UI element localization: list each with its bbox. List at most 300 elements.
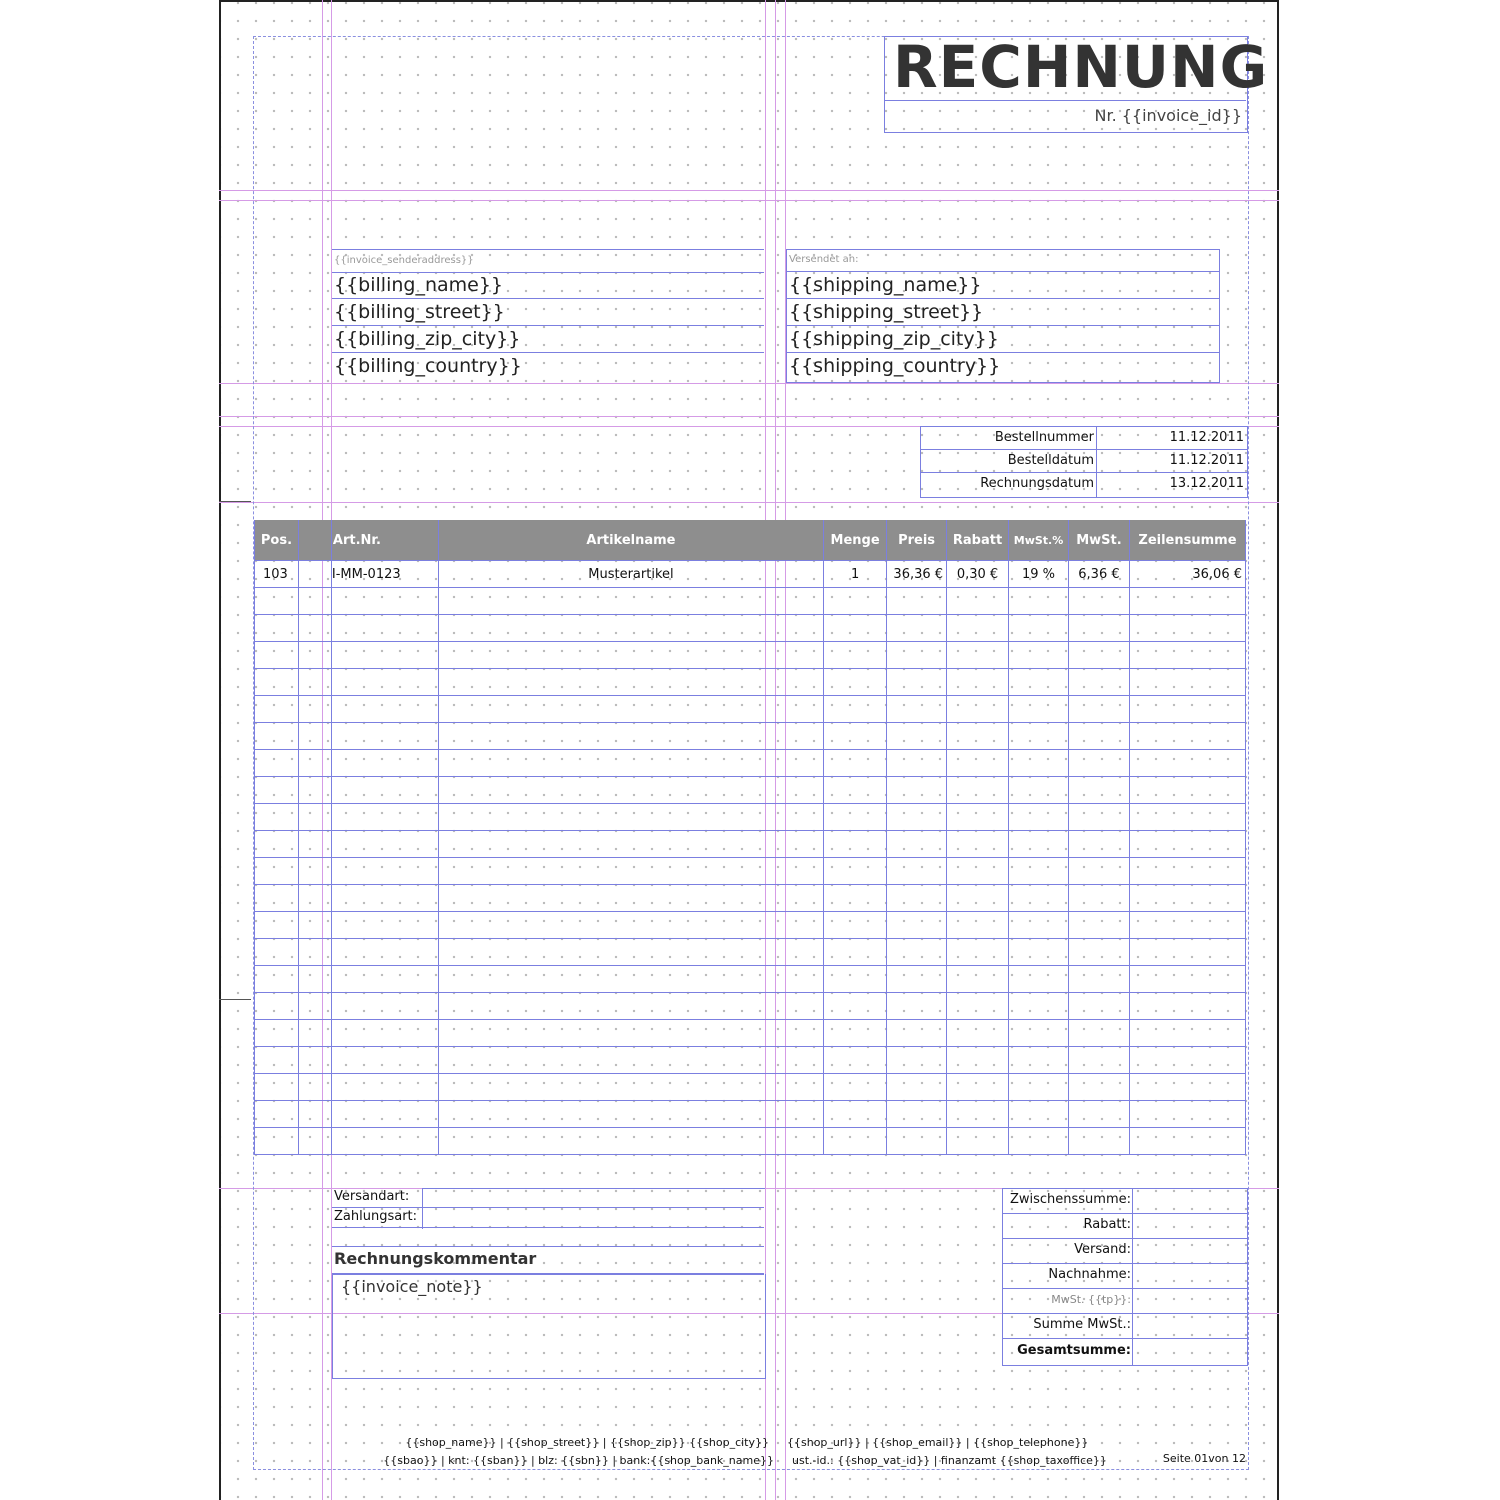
empty-cell <box>1129 588 1245 615</box>
empty-cell <box>947 939 1009 966</box>
empty-cell <box>255 777 299 804</box>
empty-cell <box>255 831 299 858</box>
empty-cell <box>1129 831 1245 858</box>
shipping-street: {{shipping_street}} <box>789 301 984 323</box>
empty-cell <box>1129 669 1245 696</box>
comment-title: Rechnungskommentar <box>334 1249 537 1268</box>
empty-cell <box>887 1074 947 1101</box>
empty-cell <box>1009 1074 1069 1101</box>
empty-cell <box>947 777 1009 804</box>
empty-cell <box>824 858 887 885</box>
invoice-title: RECHNUNG <box>893 33 1269 101</box>
col-header-pos: Pos. <box>255 520 299 561</box>
empty-cell <box>1068 966 1129 993</box>
empty-cell <box>438 777 823 804</box>
empty-cell <box>1129 885 1245 912</box>
comment-header <box>332 1246 764 1275</box>
empty-cell <box>824 912 887 939</box>
footer-line2-right: ust.-id.: {{shop_vat_id}} | finanzamt {{shop_taxoffice}} <box>792 1454 1107 1467</box>
empty-cell <box>947 723 1009 750</box>
empty-cell <box>1009 696 1069 723</box>
empty-cell <box>298 858 331 885</box>
empty-cell <box>947 858 1009 885</box>
empty-cell <box>331 939 438 966</box>
meta-row <box>921 473 1247 495</box>
versandart-label: Versandart: <box>334 1189 410 1204</box>
empty-cell <box>1129 1047 1245 1074</box>
empty-cell <box>331 642 438 669</box>
empty-cell <box>947 993 1009 1020</box>
billing-name: {{billing_name}} <box>334 274 504 296</box>
empty-cell <box>824 1020 887 1047</box>
table-row-empty <box>255 993 1246 1020</box>
empty-cell <box>331 993 438 1020</box>
empty-cell <box>331 750 438 777</box>
empty-cell <box>1129 1074 1245 1101</box>
empty-cell <box>438 696 823 723</box>
col-header-name: Artikelname <box>438 520 823 561</box>
empty-cell <box>255 804 299 831</box>
empty-cell <box>824 939 887 966</box>
empty-cell <box>438 615 823 642</box>
empty-cell <box>1068 858 1129 885</box>
empty-cell <box>255 615 299 642</box>
sender-address: {{invoice_senderaddress}} <box>334 255 474 266</box>
cell-summe: 36,06 € <box>1129 561 1245 588</box>
empty-cell <box>1129 1020 1245 1047</box>
empty-cell <box>331 1074 438 1101</box>
empty-cell <box>255 723 299 750</box>
meta-label: Bestelldatum <box>1007 453 1094 468</box>
col-header-artnr: Art.Nr. <box>331 520 438 561</box>
empty-cell <box>331 696 438 723</box>
empty-cell <box>1068 831 1129 858</box>
cell-artnr: I-MM-0123 <box>331 561 438 588</box>
table-row-empty <box>255 588 1246 615</box>
empty-cell <box>1068 885 1129 912</box>
empty-cell <box>887 966 947 993</box>
empty-cell <box>255 750 299 777</box>
table-row-empty <box>255 885 1246 912</box>
empty-cell <box>438 885 823 912</box>
empty-cell <box>824 1128 887 1155</box>
empty-cell <box>887 723 947 750</box>
table-row-empty <box>255 669 1246 696</box>
empty-cell <box>824 831 887 858</box>
empty-cell <box>947 588 1009 615</box>
empty-cell <box>824 993 887 1020</box>
empty-cell <box>1009 1020 1069 1047</box>
table-row-empty <box>255 615 1246 642</box>
empty-cell <box>887 669 947 696</box>
cell-menge: 1 <box>824 561 887 588</box>
table-row-empty <box>255 1020 1246 1047</box>
empty-cell <box>331 858 438 885</box>
table-row-empty <box>255 858 1246 885</box>
empty-cell <box>1009 804 1069 831</box>
empty-cell <box>824 1101 887 1128</box>
empty-cell <box>887 588 947 615</box>
empty-cell <box>331 615 438 642</box>
empty-cell <box>1129 642 1245 669</box>
empty-cell <box>331 804 438 831</box>
empty-cell <box>255 1101 299 1128</box>
empty-cell <box>1129 723 1245 750</box>
empty-cell <box>1068 669 1129 696</box>
empty-cell <box>887 858 947 885</box>
cell-rabatt: 0,30 € <box>947 561 1009 588</box>
empty-cell <box>255 939 299 966</box>
empty-cell <box>887 912 947 939</box>
empty-cell <box>298 723 331 750</box>
total-label: Summe MwSt.: <box>1033 1317 1131 1332</box>
empty-cell <box>255 885 299 912</box>
table-row-empty <box>255 804 1246 831</box>
empty-cell <box>824 669 887 696</box>
empty-cell <box>947 750 1009 777</box>
empty-cell <box>1129 1101 1245 1128</box>
empty-cell <box>1068 993 1129 1020</box>
meta-value: 11.12.2011 <box>1169 453 1244 468</box>
empty-cell <box>255 993 299 1020</box>
cell-mwst: 6,36 € <box>1068 561 1129 588</box>
empty-cell <box>438 669 823 696</box>
billing-country: {{billing_country}} <box>334 355 522 377</box>
table-row-empty <box>255 723 1246 750</box>
empty-cell <box>298 1020 331 1047</box>
billing-address-block <box>332 249 764 381</box>
empty-cell <box>255 669 299 696</box>
table-header-row <box>255 520 1246 561</box>
empty-cell <box>887 939 947 966</box>
cell-spacer <box>298 561 331 588</box>
empty-cell <box>887 1101 947 1128</box>
empty-cell <box>255 912 299 939</box>
table-row-empty <box>255 939 1246 966</box>
empty-cell <box>298 669 331 696</box>
empty-cell <box>1009 858 1069 885</box>
empty-cell <box>947 885 1009 912</box>
empty-cell <box>1009 885 1069 912</box>
empty-cell <box>1009 993 1069 1020</box>
meta-value: 11.12.2011 <box>1169 430 1244 445</box>
empty-cell <box>255 588 299 615</box>
empty-cell <box>298 993 331 1020</box>
invoice-number: Nr. {{invoice_id}} <box>1094 106 1242 125</box>
empty-cell <box>298 1047 331 1074</box>
empty-cell <box>887 1128 947 1155</box>
empty-cell <box>1009 750 1069 777</box>
empty-cell <box>1068 1047 1129 1074</box>
empty-cell <box>1129 912 1245 939</box>
table-row-empty <box>255 1074 1246 1101</box>
empty-cell <box>255 966 299 993</box>
empty-cell <box>887 831 947 858</box>
empty-cell <box>438 966 823 993</box>
empty-cell <box>1068 642 1129 669</box>
table-row-empty <box>255 696 1246 723</box>
meta-row <box>921 427 1247 450</box>
empty-cell <box>947 1101 1009 1128</box>
empty-cell <box>1068 804 1129 831</box>
empty-cell <box>947 615 1009 642</box>
col-header-mwst-pct: MwSt.% <box>1009 520 1069 561</box>
empty-cell <box>887 885 947 912</box>
empty-cell <box>824 1074 887 1101</box>
empty-cell <box>255 1074 299 1101</box>
empty-cell <box>887 696 947 723</box>
total-label: Rabatt: <box>1083 1217 1131 1232</box>
empty-cell <box>1009 777 1069 804</box>
fold-mark <box>219 999 251 1000</box>
col-header-mwst: MwSt. <box>1068 520 1129 561</box>
empty-cell <box>1129 615 1245 642</box>
meta-label: Rechnungsdatum <box>980 476 1094 491</box>
empty-cell <box>1129 858 1245 885</box>
empty-cell <box>947 831 1009 858</box>
table-row-empty <box>255 750 1246 777</box>
empty-cell <box>438 939 823 966</box>
empty-cell <box>1009 939 1069 966</box>
zahlungsart-label: Zahlungsart: <box>334 1209 418 1224</box>
empty-cell <box>298 696 331 723</box>
empty-cell <box>887 804 947 831</box>
empty-cell <box>255 696 299 723</box>
empty-cell <box>438 750 823 777</box>
total-label: Zwischenssumme: <box>1009 1192 1131 1207</box>
empty-cell <box>331 966 438 993</box>
empty-cell <box>1009 1101 1069 1128</box>
empty-cell <box>331 588 438 615</box>
empty-cell <box>331 777 438 804</box>
empty-cell <box>331 912 438 939</box>
empty-cell <box>438 642 823 669</box>
table-row-empty <box>255 642 1246 669</box>
table-row-empty <box>255 966 1246 993</box>
shipping-zip-city: {{shipping_zip_city}} <box>789 328 999 350</box>
empty-cell <box>1129 750 1245 777</box>
empty-cell <box>1068 588 1129 615</box>
empty-cell <box>438 1101 823 1128</box>
empty-cell <box>438 858 823 885</box>
total-label-grand: Gesamtsumme: <box>1017 1343 1131 1358</box>
empty-cell <box>1129 777 1245 804</box>
table-row <box>255 561 1246 588</box>
empty-cell <box>298 588 331 615</box>
shipping-label: Versendet an: <box>789 254 859 265</box>
empty-cell <box>438 831 823 858</box>
empty-cell <box>255 1020 299 1047</box>
empty-cell <box>824 642 887 669</box>
empty-cell <box>947 966 1009 993</box>
empty-cell <box>947 804 1009 831</box>
empty-cell <box>298 804 331 831</box>
empty-cell <box>298 642 331 669</box>
empty-cell <box>824 723 887 750</box>
empty-cell <box>824 777 887 804</box>
billing-street: {{billing_street}} <box>334 301 505 323</box>
empty-cell <box>1009 723 1069 750</box>
empty-cell <box>947 1020 1009 1047</box>
empty-cell <box>887 993 947 1020</box>
totals-block <box>1002 1188 1248 1366</box>
cell-preis: 36,36 € <box>887 561 947 588</box>
empty-cell <box>887 1047 947 1074</box>
shipping-country: {{shipping_country}} <box>789 355 1001 377</box>
empty-cell <box>1068 696 1129 723</box>
table-row-empty <box>255 1101 1246 1128</box>
table-row-empty <box>255 1128 1246 1155</box>
empty-cell <box>298 1128 331 1155</box>
empty-cell <box>1068 939 1129 966</box>
empty-cell <box>298 912 331 939</box>
empty-cell <box>255 642 299 669</box>
empty-cell <box>298 750 331 777</box>
empty-cell <box>438 723 823 750</box>
col-header-spacer <box>298 520 331 561</box>
empty-cell <box>438 912 823 939</box>
footer-line1-right: {{shop_url}} | {{shop_email}} | {{shop_telephone}} <box>787 1436 1089 1449</box>
empty-cell <box>887 615 947 642</box>
empty-cell <box>438 993 823 1020</box>
empty-cell <box>331 1047 438 1074</box>
empty-cell <box>298 1101 331 1128</box>
empty-cell <box>1068 1074 1129 1101</box>
empty-cell <box>1068 750 1129 777</box>
empty-cell <box>1129 804 1245 831</box>
empty-cell <box>824 885 887 912</box>
empty-cell <box>331 723 438 750</box>
empty-cell <box>255 1128 299 1155</box>
footer-line1-left: {{shop_name}} | {{shop_street}} | {{shop_zip}} {{shop_city}} <box>405 1436 769 1449</box>
empty-cell <box>438 1020 823 1047</box>
empty-cell <box>1009 1047 1069 1074</box>
empty-cell <box>298 939 331 966</box>
empty-cell <box>1009 831 1069 858</box>
empty-cell <box>887 750 947 777</box>
items-table <box>254 520 1246 1155</box>
empty-cell <box>1068 777 1129 804</box>
empty-cell <box>298 966 331 993</box>
empty-cell <box>947 642 1009 669</box>
empty-cell <box>1068 1128 1129 1155</box>
empty-cell <box>824 696 887 723</box>
total-label: MwSt. {{tp}}: <box>1051 1293 1131 1306</box>
empty-cell <box>331 1020 438 1047</box>
col-header-summe: Zeilensumme <box>1129 520 1245 561</box>
empty-cell <box>824 966 887 993</box>
empty-cell <box>1068 1101 1129 1128</box>
empty-cell <box>1009 642 1069 669</box>
cell-mwst-pct: 19 % <box>1009 561 1069 588</box>
col-header-menge: Menge <box>824 520 887 561</box>
empty-cell <box>824 615 887 642</box>
meta-value: 13.12.2011 <box>1169 476 1244 491</box>
empty-cell <box>255 1047 299 1074</box>
empty-cell <box>331 669 438 696</box>
empty-cell <box>1009 966 1069 993</box>
total-label: Versand: <box>1074 1242 1131 1257</box>
empty-cell <box>438 804 823 831</box>
table-row-empty <box>255 831 1246 858</box>
order-meta-block <box>920 426 1248 498</box>
empty-cell <box>824 750 887 777</box>
empty-cell <box>947 1074 1009 1101</box>
empty-cell <box>824 1047 887 1074</box>
meta-row <box>921 450 1247 473</box>
cell-name: Musterartikel <box>438 561 823 588</box>
empty-cell <box>438 1128 823 1155</box>
empty-cell <box>438 1074 823 1101</box>
shipping-name: {{shipping_name}} <box>789 274 982 296</box>
table-row-empty <box>255 912 1246 939</box>
total-label: Nachnahme: <box>1048 1267 1131 1282</box>
empty-cell <box>1129 1128 1245 1155</box>
empty-cell <box>1009 669 1069 696</box>
shipping-address-block <box>786 249 1220 383</box>
empty-cell <box>331 831 438 858</box>
page-number: Seite 01von 12 <box>1162 1452 1246 1465</box>
col-header-rabatt: Rabatt <box>947 520 1009 561</box>
empty-cell <box>298 885 331 912</box>
empty-cell <box>947 912 1009 939</box>
empty-cell <box>887 642 947 669</box>
empty-cell <box>947 669 1009 696</box>
table-row-empty <box>255 777 1246 804</box>
empty-cell <box>947 696 1009 723</box>
empty-cell <box>1068 912 1129 939</box>
empty-cell <box>331 1128 438 1155</box>
empty-cell <box>947 1128 1009 1155</box>
empty-cell <box>1009 615 1069 642</box>
empty-cell <box>255 858 299 885</box>
empty-cell <box>298 615 331 642</box>
empty-cell <box>887 777 947 804</box>
empty-cell <box>298 1074 331 1101</box>
empty-cell <box>1009 912 1069 939</box>
table-row-empty <box>255 1047 1246 1074</box>
empty-cell <box>1009 1128 1069 1155</box>
empty-cell <box>1068 615 1129 642</box>
empty-cell <box>1129 966 1245 993</box>
empty-cell <box>887 1020 947 1047</box>
empty-cell <box>947 1047 1009 1074</box>
shipping-info-block <box>332 1188 764 1228</box>
empty-cell <box>1068 1020 1129 1047</box>
meta-label: Bestellnummer <box>994 430 1094 445</box>
empty-cell <box>298 831 331 858</box>
empty-cell <box>298 777 331 804</box>
empty-cell <box>438 588 823 615</box>
col-header-preis: Preis <box>887 520 947 561</box>
empty-cell <box>1129 696 1245 723</box>
empty-cell <box>331 1101 438 1128</box>
cell-pos: 103 <box>255 561 299 588</box>
empty-cell <box>1129 993 1245 1020</box>
comment-box <box>332 1274 766 1379</box>
empty-cell <box>824 588 887 615</box>
invoice-note: {{invoice_note}} <box>341 1277 483 1296</box>
empty-cell <box>1009 588 1069 615</box>
empty-cell <box>331 885 438 912</box>
billing-zip-city: {{billing_zip_city}} <box>334 328 521 350</box>
empty-cell <box>438 1047 823 1074</box>
empty-cell <box>1068 723 1129 750</box>
fold-mark <box>219 501 251 502</box>
footer-line2-left: {{sbao}} | knt: {{sban}} | blz: {{sbn}} | bank:{{shop_bank_name}} <box>383 1454 774 1467</box>
empty-cell <box>1129 939 1245 966</box>
empty-cell <box>824 804 887 831</box>
